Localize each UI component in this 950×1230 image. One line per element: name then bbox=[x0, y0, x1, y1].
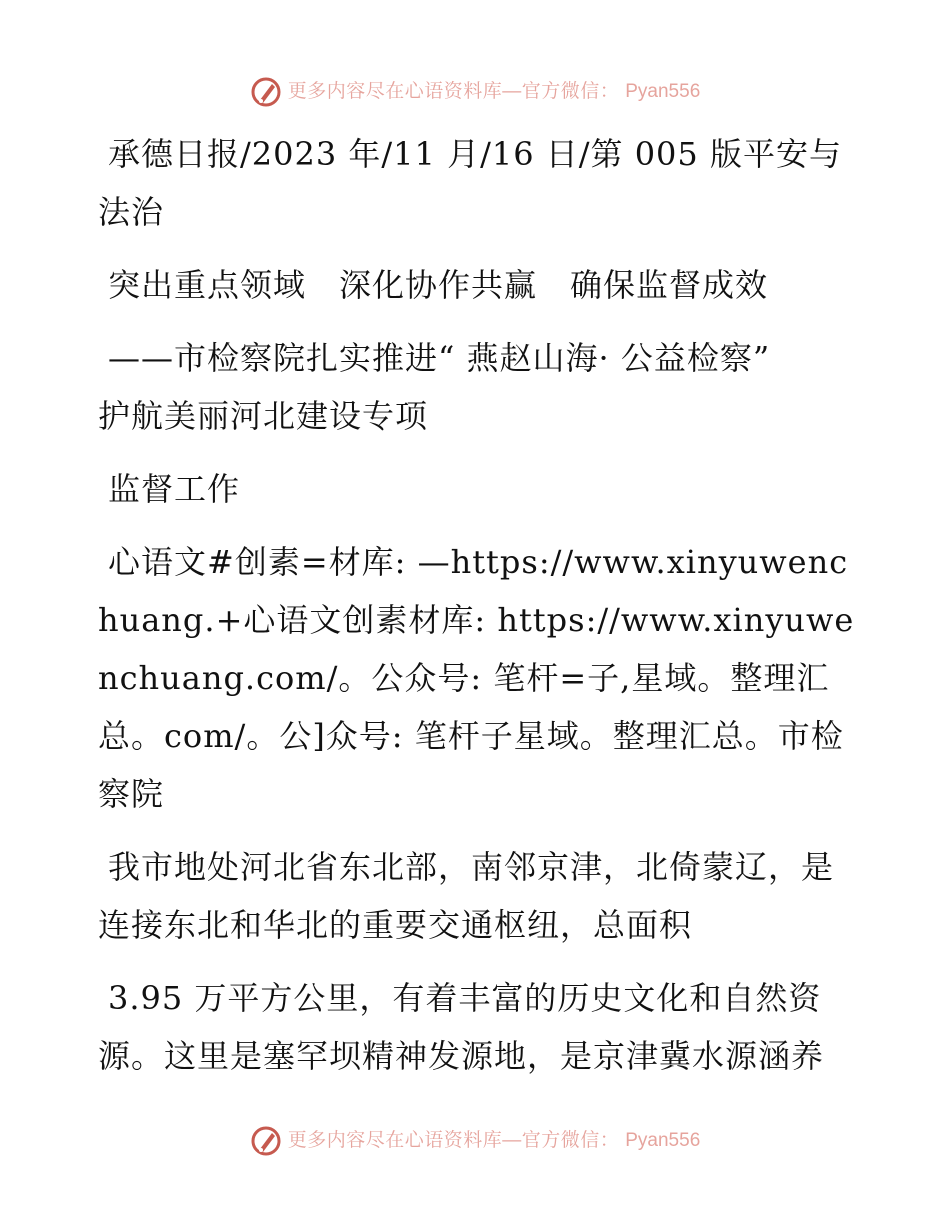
article-title: 突出重点领域 深化协作共赢 确保监督成效 bbox=[108, 266, 769, 304]
watermark-wechat-id: Pyan556 bbox=[625, 81, 701, 102]
header-watermark bbox=[0, 76, 950, 108]
document-body bbox=[98, 125, 858, 1100]
newspaper-source-line: 承德日报/2023 年/11 月/16 日/第 005 版平安与法治 bbox=[98, 135, 842, 231]
footer-watermark bbox=[0, 1125, 950, 1157]
source-notice-paragraph: 心语文#创素=材库: —https://www.xinyuwenchuang.+心语文创素材库: https://www.xinyuwenchuang.com/。公众号: 笔杆=子,星域。整理汇总。com/。公]众号: 笔杆子星域。整理汇总。市检察院 bbox=[98, 543, 855, 813]
pen-logo-icon bbox=[250, 1125, 282, 1157]
body-paragraph-1: 我市地处河北省东北部，南邻京津，北倚蒙辽，是连接东北和华北的重要交通枢纽，总面积 bbox=[98, 848, 835, 944]
article-subtitle: ——市检察院扎实推进“ 燕赵山海· 公益检察” 护航美丽河北建设专项 bbox=[98, 339, 837, 435]
watermark-text: 更多内容尽在心语资料库—官方微信： bbox=[287, 81, 620, 102]
watermark-text: 更多内容尽在心语资料库—官方微信： bbox=[287, 1130, 620, 1151]
article-subtitle-continued: 监督工作 bbox=[108, 470, 241, 508]
body-paragraph-2: 3.95 万平方公里，有着丰富的历史文化和自然资源。这里是塞罕坝精神发源地，是京津冀水源涵养 bbox=[98, 979, 825, 1075]
watermark-wechat-id: Pyan556 bbox=[625, 1130, 701, 1151]
pen-logo-icon bbox=[250, 76, 282, 108]
